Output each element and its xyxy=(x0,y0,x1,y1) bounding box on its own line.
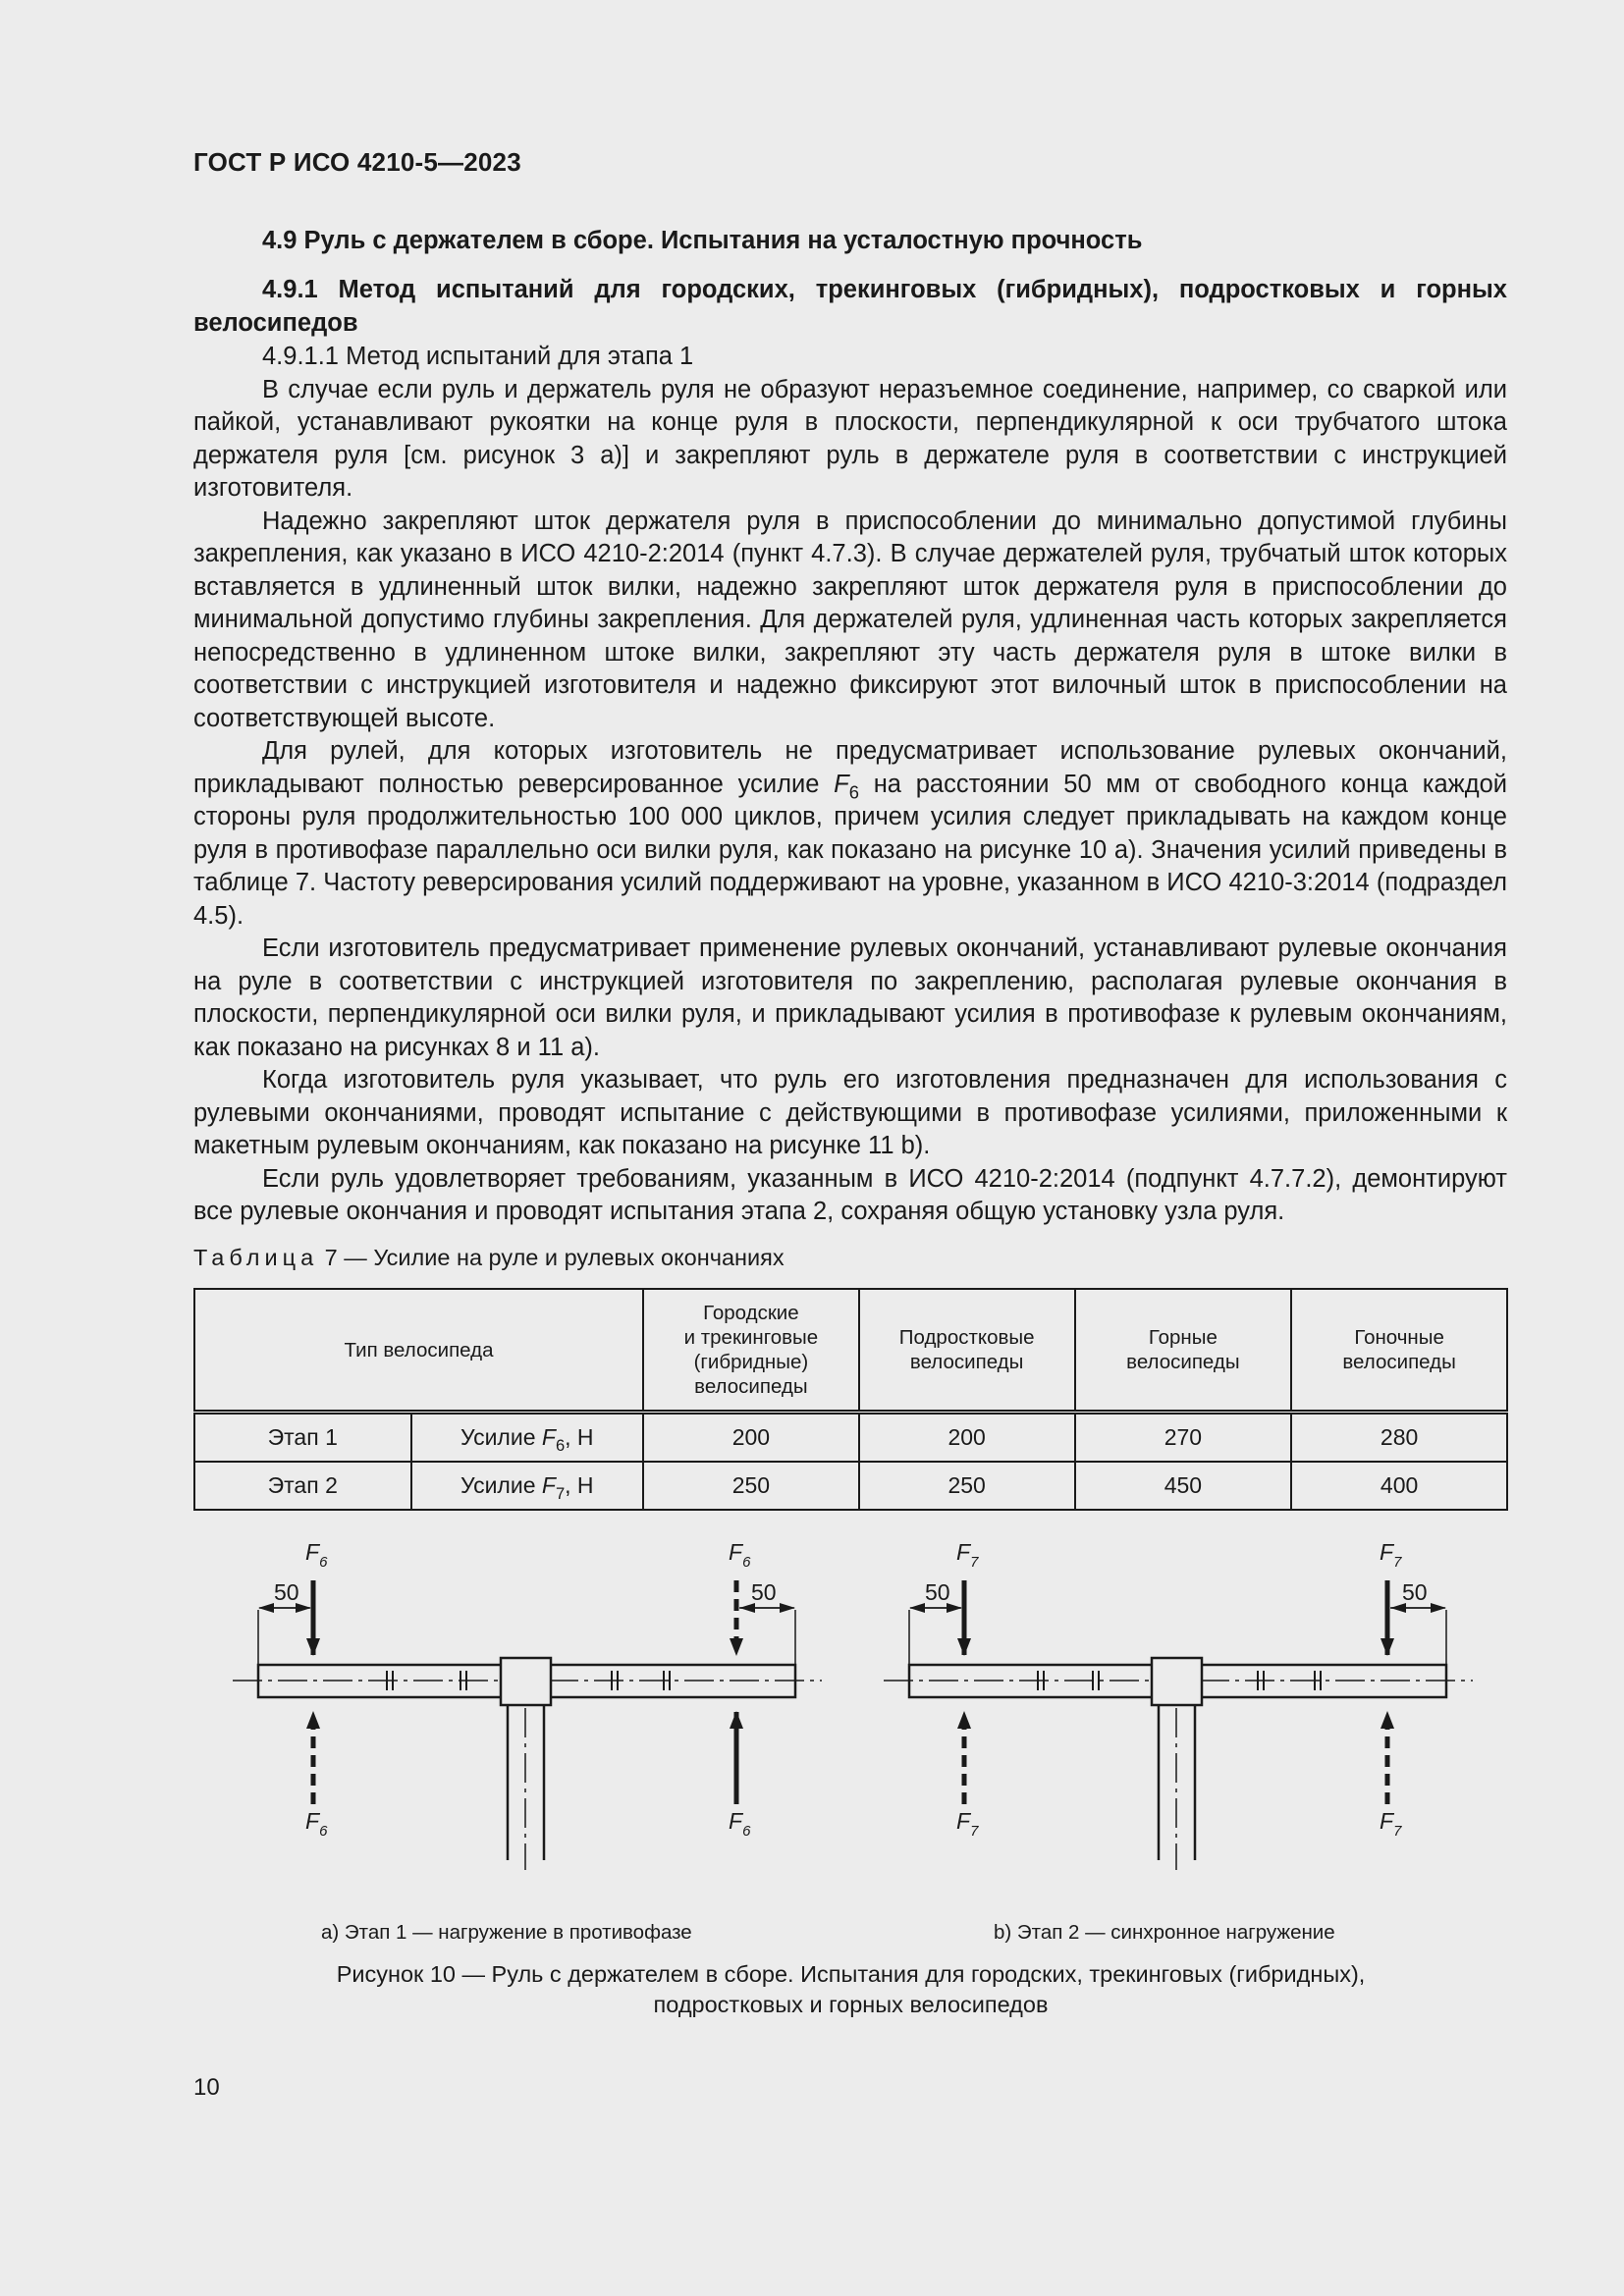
force-label: $F_7$ xyxy=(956,1539,979,1571)
handlebar-test-figure xyxy=(193,1531,1508,1875)
table-row xyxy=(194,1413,1507,1463)
figure-b-label: b) Этап 2 — синхронное нагружение xyxy=(994,1921,1335,1944)
paragraph: В случае если руль и держатель руля не образуют неразъемное соединение, например, со сваркой или пайкой, устанавливают рукоятки на конце руля в плоскости, перпендикулярной к оси трубчатого штока держателя руля [см. рисунок 3 а)] и закрепляют руль в держателе руля в соответствии с инструкцией изготовителя. xyxy=(193,375,1507,502)
table-header-row xyxy=(194,1289,1507,1413)
dimension-label: 50 xyxy=(274,1579,299,1605)
table-header-cell xyxy=(859,1289,1075,1413)
force-label: $F_7$ xyxy=(1380,1539,1402,1571)
force-label: $F_7$ xyxy=(956,1808,979,1840)
table-cell: 450 xyxy=(1075,1462,1292,1510)
table-row xyxy=(194,1462,1507,1510)
table-caption: Таблица 7 — Усилие на руле и рулевых окончаниях xyxy=(193,1245,785,1270)
table-header-cell xyxy=(643,1289,859,1413)
diagram-stage-1 xyxy=(233,1539,822,1870)
stem-clamp xyxy=(501,1658,551,1705)
force-label: $F_6$ xyxy=(729,1539,751,1571)
force-label: $F_6$ xyxy=(729,1808,751,1840)
diagram-stage-2 xyxy=(884,1539,1473,1870)
subsection-heading: 4.9.1 Метод испытаний для городских, трекинговых (гибридных), подростковых и горных велосипедов xyxy=(193,276,1507,337)
dimension-label: 50 xyxy=(751,1579,777,1605)
header-text: Городские и трекинговые (гибридные) велосипеды xyxy=(683,1302,819,1398)
table-cell: Этап 1 xyxy=(194,1413,411,1463)
force-symbol: F xyxy=(834,770,849,798)
table-cell: 250 xyxy=(859,1462,1075,1510)
table-header-cell xyxy=(1291,1289,1507,1413)
paragraph: Надежно закрепляют шток держателя руля в приспособлении до минимально допустимой глубины закрепления, как указано в ИСО 4210-2:2014 (пункт 4.7.3). В случае держателей руля, трубчатый шток которых вставляется в удлиненный шток вилки, надежно закрепляют шток держателя руля в приспособлении до минимальной допустимо глубины закрепления. Для держателей руля, удлиненная часть которых закрепляется непосредственно в удлиненном штоке вилки, закрепляют эту часть держателя руля в штоке вилки в соответствии с инструкцией изготовителя и надежно фиксируют этот вилочный шток в приспособлении на соответствующей высоте. xyxy=(193,507,1507,732)
force-label: $F_6$ xyxy=(305,1539,328,1571)
force-label: $F_6$ xyxy=(305,1808,328,1840)
table-cell: Этап 2 xyxy=(194,1462,411,1510)
figure-caption-line: подростковых и горных велосипедов xyxy=(653,1992,1049,2017)
force-label: $F_7$ xyxy=(1380,1808,1402,1840)
table-cell: 250 xyxy=(643,1462,859,1510)
clause-title: 4.9.1.1 Метод испытаний для этапа 1 xyxy=(262,343,694,370)
paragraph: Когда изготовитель руля указывает, что руль его изготовления предназначен для использования с рулевыми окончаниями, проводят испытание с действующими в противофазе усилиями, приложенными к макетным рулевым окончаниям, как показано на рисунке 11 b). xyxy=(193,1066,1507,1159)
page-number: 10 xyxy=(193,2074,220,2101)
dimension-label: 50 xyxy=(925,1579,950,1605)
table-header-cell: Тип велосипеда xyxy=(194,1289,643,1413)
table-cell: Усилие $F_7$, Н xyxy=(411,1462,644,1510)
paragraph: Если изготовитель предусматривает применение рулевых окончаний, устанавливают рулевые окончания на руле в соответствии с инструкцией изготовителя по закреплению, располагая рулевые окончания в плоскости, перпендикулярной оси вилки руля, и прикладывают усилия в противофазе к рулевым окончаниям, как показано на рисунках 8 и 11 а). xyxy=(193,934,1507,1061)
header-text: Горные велосипеды xyxy=(1126,1326,1240,1373)
header-text: Гоночные велосипеды xyxy=(1342,1326,1456,1373)
figure-a-label: a) Этап 1 — нагружение в противофазе xyxy=(321,1921,692,1944)
table-cell: 400 xyxy=(1291,1462,1507,1510)
table-cell: 200 xyxy=(643,1413,859,1463)
table-cell: Усилие $F_6$, Н xyxy=(411,1413,644,1463)
figure-caption xyxy=(193,1959,1508,2020)
header-text: Подростковые велосипеды xyxy=(898,1326,1035,1373)
table-header-cell xyxy=(1075,1289,1292,1413)
dimension-label: 50 xyxy=(1402,1579,1428,1605)
paragraph: Для рулей, для которых изготовитель не предусматривает использование рулевых окончаний, прикладывают полностью реверсированное усилие $F_6$ на расстоянии 50 мм от свободного конца каждой стороны руля продолжительностью 100 000 циклов, причем усилия следует прикладывать на каждом конце руля в противофазе параллельно оси вилки руля, как показано на рисунке 10 а). Значения усилий приведены в таблице 7. Частоту реверсирования усилий поддерживают на уровне, указанном в ИСО 4210-3:2014 (подраздел 4.5). xyxy=(193,737,1507,930)
paragraph: Если руль удовлетворяет требованиям, указанным в ИСО 4210-2:2014 (подпункт 4.7.7.2), демонтируют все рулевые окончания и проводят испытания этапа 2, сохраняя общую установку узла руля. xyxy=(193,1164,1507,1225)
force-table xyxy=(193,1288,1508,1511)
table-cell: 200 xyxy=(859,1413,1075,1463)
figure-caption-line: Рисунок 10 — Руль с держателем в сборе. Испытания для городских, трекинговых (гибридных), xyxy=(336,1961,1366,1987)
stem-clamp xyxy=(1152,1658,1202,1705)
document-code-header: ГОСТ Р ИСО 4210-5—2023 xyxy=(193,147,521,177)
table-cell: 280 xyxy=(1291,1413,1507,1463)
table-cell: 270 xyxy=(1075,1413,1292,1463)
section-heading: 4.9 Руль с держателем в сборе. Испытания на усталостную прочность xyxy=(262,227,1143,254)
section-body xyxy=(193,341,1507,1229)
